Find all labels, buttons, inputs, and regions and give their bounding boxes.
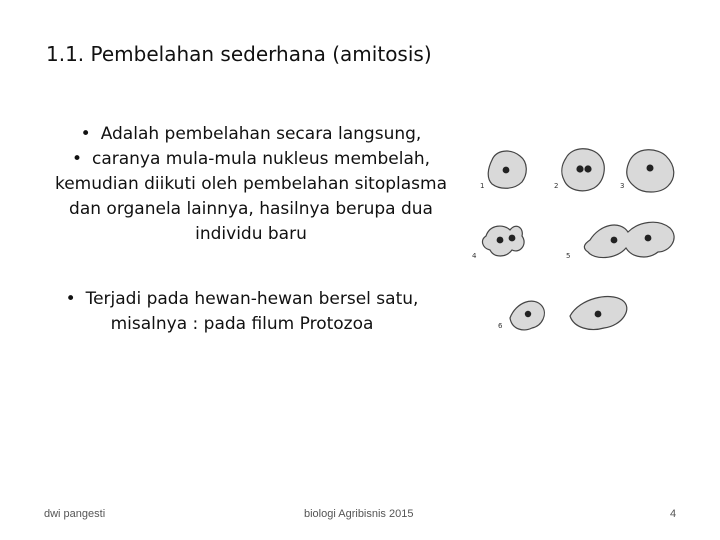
bullet-continuation: kemudian diikuti oleh pembelahan sitoplasma [54,174,447,194]
nucleus [509,235,516,242]
nucleus [503,167,510,174]
bullet-text: caranya mula-mula nukleus membelah, [91,149,431,169]
bullet-list-definition [30,122,472,247]
bullet-text: Terjadi pada hewan-hewan bersel satu, [85,289,419,309]
nucleus [645,235,652,242]
stage-label: 3 [620,182,625,190]
nucleus [497,237,504,244]
footer-course: biologi Agribisnis 2015 [304,508,414,520]
stage-label: 5 [566,252,571,260]
nucleus [525,311,531,317]
nucleus [611,237,618,244]
cell-stage-4 [483,226,525,256]
amitosis-illustration [470,140,700,350]
bullet-continuation: individu baru [195,224,307,244]
footer-author: dwi pangesti [44,508,106,520]
nucleus [576,165,583,172]
stage-label: 2 [554,182,559,190]
stage-label: 4 [472,252,477,260]
bullet-icon: • [80,124,91,144]
nucleus [595,311,602,318]
bullet-list-occurrence [22,287,462,337]
bullet-icon: • [65,289,76,309]
bullet-line [30,147,472,172]
nucleus [584,165,591,172]
nucleus [647,165,654,172]
page-number: 4 [670,508,677,520]
bullet-continuation: misalnya : pada filum Protozoa [110,314,374,334]
bullet-icon: • [71,149,82,169]
bullet-continuation: dan organela lainnya, hasilnya berupa dua [69,199,433,219]
slide-title: 1.1. Pembelahan sederhana (amitosis) [46,42,432,66]
stage-label: 1 [480,182,485,190]
cell-stage-5 [584,222,674,257]
bullet-text: Adalah pembelahan secara langsung, [100,124,422,144]
bullet-line [30,122,472,147]
stage-label: 6 [498,322,503,330]
bullet-line [22,287,462,312]
